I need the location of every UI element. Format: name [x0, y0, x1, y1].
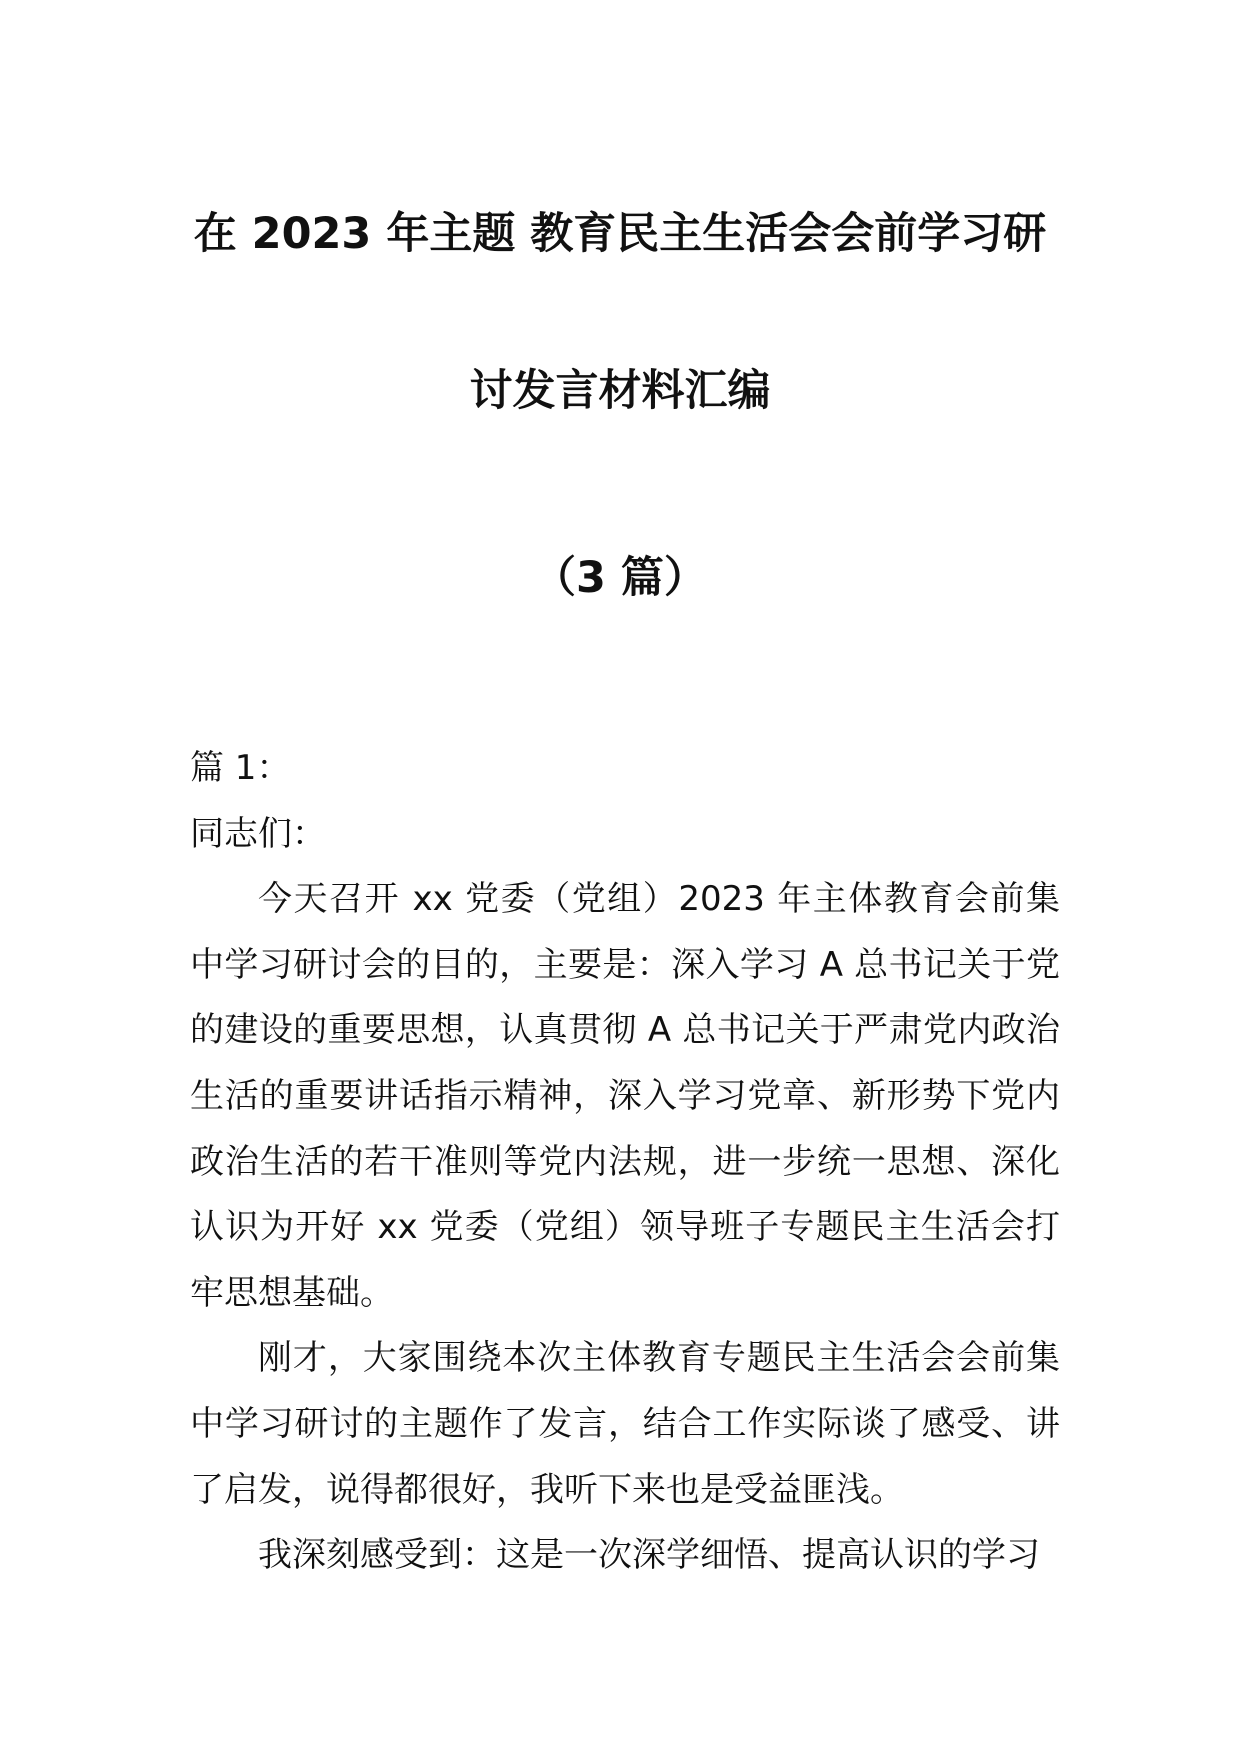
body-paragraph: 刚才，大家围绕本次主体教育专题民主生活会会前集中学习研讨的主题作了发言，结合工作实际谈了感受、讲了启发，说得都很好，我听下来也是受益匪浅。 [190, 1338, 1060, 1510]
section-label: 篇 1： [190, 748, 291, 788]
body-paragraph: 今天召开 xx 党委（党组）2023 年主体教育会前集中学习研讨会的目的，主要是：深入学习 A 总书记关于党的建设的重要思想，认真贯彻 A 总书记关于严肃党内政治生活的重要讲话指示精神，深入学习党章、新形势下党内政治生活的若干准则等党内法规，进一步统一思想、深化认识为开好 xx 党委（党组）领导班子专题民主生活会打牢思想基础。 [190, 879, 1060, 1313]
document-title-count: （3 篇） [533, 553, 707, 603]
salutation: 同志们： [190, 813, 326, 854]
document-body [190, 736, 1060, 1589]
document-title-line-1: 在 2023 年主题 教育民主生活会会前学习研 [193, 209, 1047, 259]
body-paragraph: 我深刻感受到：这是一次深学细悟、提高认识的学习 [258, 1535, 1040, 1576]
document-title-line-2: 讨发言材料汇编 [469, 366, 771, 416]
